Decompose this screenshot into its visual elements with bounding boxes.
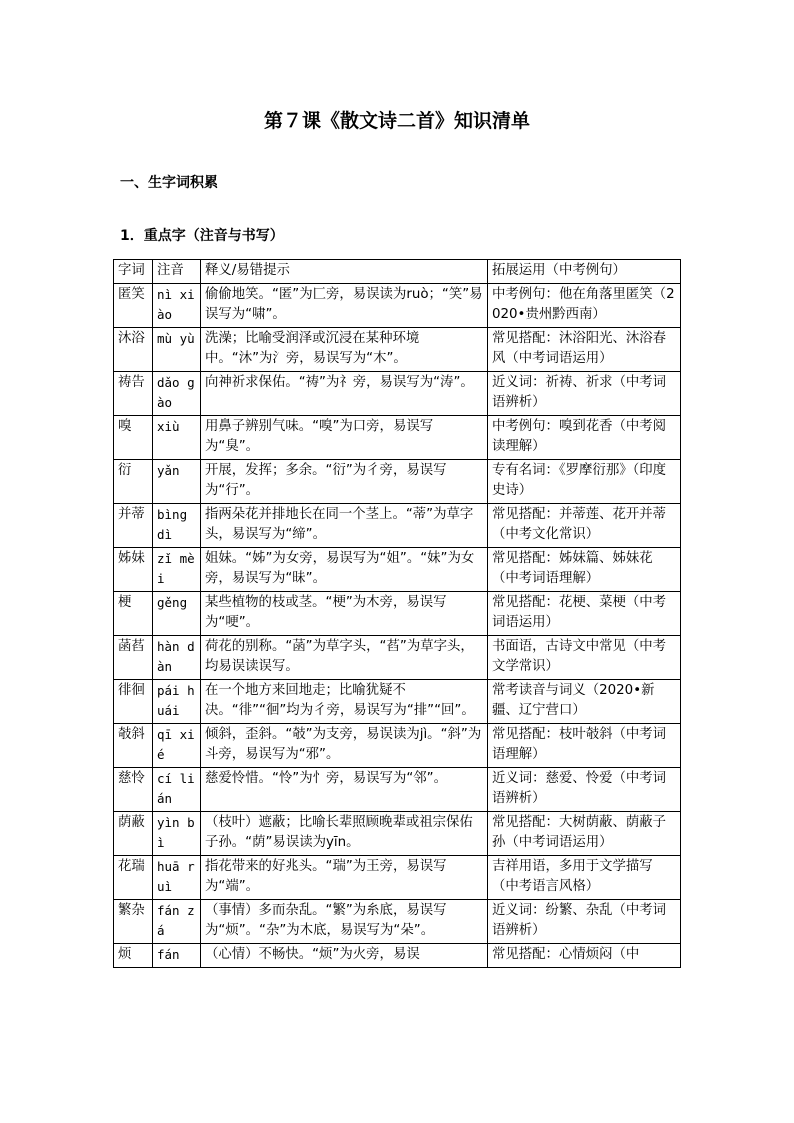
cell-explanation: （事情）多而杂乱。“繁”为糸底，易误写为“烦”。“杂”为木底，易误写为“朵”。 — [201, 900, 488, 944]
cell-pinyin: hàn dàn — [153, 636, 201, 680]
cell-extension: 常考读音与词义（2020•新疆、辽宁营口） — [488, 680, 681, 724]
cell-word: 祷告 — [114, 372, 153, 416]
table-row — [114, 680, 681, 724]
cell-explanation: 在一个地方来回地走；比喻犹疑不决。“徘”“徊”均为彳旁，易误写为“排”“回”。 — [201, 680, 488, 724]
cell-explanation: （心情）不畅快。“烦”为火旁，易误 — [201, 944, 488, 968]
cell-pinyin: yìn bì — [153, 812, 201, 856]
cell-extension: 常见搭配：大树荫蔽、荫蔽子孙（中考词语运用） — [488, 812, 681, 856]
cell-explanation: 向神祈求保佑。“祷”为礻旁，易误写为“涛”。 — [201, 372, 488, 416]
cell-word: 沐浴 — [114, 328, 153, 372]
cell-explanation: 偷偷地笑。“匿”为匚旁，易误读为ruò；“笑”易误写为“啸”。 — [201, 284, 488, 328]
cell-extension: 中考例句：他在角落里匿笑（2020•贵州黔西南） — [488, 284, 681, 328]
cell-pinyin: gěng — [153, 592, 201, 636]
table-header-row — [114, 260, 681, 284]
cell-word: 攲斜 — [114, 724, 153, 768]
header-word: 字词 — [114, 260, 153, 284]
table-row — [114, 768, 681, 812]
cell-word: 嗅 — [114, 416, 153, 460]
cell-word: 匿笑 — [114, 284, 153, 328]
cell-explanation: 荷花的别称。“菡”为草字头，“萏”为草字头，均易误读误写。 — [201, 636, 488, 680]
cell-word: 衍 — [114, 460, 153, 504]
cell-extension: 常见搭配：花梗、菜梗（中考词语运用） — [488, 592, 681, 636]
cell-explanation: 姐妹。“姊”为女旁，易误写为“姐”。“妹”为女旁，易误写为“昧”。 — [201, 548, 488, 592]
table-row — [114, 504, 681, 548]
vocabulary-table — [113, 259, 681, 968]
cell-pinyin: dǎo gào — [153, 372, 201, 416]
table-row — [114, 856, 681, 900]
cell-pinyin: zǐ mèi — [153, 548, 201, 592]
table-row — [114, 460, 681, 504]
cell-pinyin: xiù — [153, 416, 201, 460]
cell-extension: 近义词：纷繁、杂乱（中考词语辨析） — [488, 900, 681, 944]
cell-explanation: 指花带来的好兆头。“瑞”为王旁，易误写为“端”。 — [201, 856, 488, 900]
cell-extension: 常见搭配：枝叶攲斜（中考词语理解） — [488, 724, 681, 768]
cell-extension: 常见搭配：并蒂莲、花开并蒂（中考文化常识） — [488, 504, 681, 548]
cell-word: 荫蔽 — [114, 812, 153, 856]
cell-pinyin: cí lián — [153, 768, 201, 812]
cell-explanation: （枝叶）遮蔽；比喻长辈照顾晚辈或祖宗保佑子孙。“荫”易误读为yīn。 — [201, 812, 488, 856]
cell-word: 花瑞 — [114, 856, 153, 900]
cell-pinyin: yǎn — [153, 460, 201, 504]
cell-pinyin: pái huái — [153, 680, 201, 724]
cell-pinyin: nì xiào — [153, 284, 201, 328]
cell-explanation: 倾斜，歪斜。“攲”为支旁，易误读为jì。“斜”为斗旁，易误写为“邪”。 — [201, 724, 488, 768]
cell-explanation: 洗澡；比喻受润泽或沉浸在某种环境中。“沐”为氵旁，易误写为“木”。 — [201, 328, 488, 372]
cell-word: 烦 — [114, 944, 153, 968]
table-row — [114, 944, 681, 968]
table-row — [114, 372, 681, 416]
cell-extension: 近义词：慈爱、怜爱（中考词语辨析） — [488, 768, 681, 812]
table-row — [114, 900, 681, 944]
cell-explanation: 用鼻子辨别气味。“嗅”为口旁，易误写为“臭”。 — [201, 416, 488, 460]
cell-pinyin: fán — [153, 944, 201, 968]
cell-word: 姊妹 — [114, 548, 153, 592]
cell-word: 并蒂 — [114, 504, 153, 548]
header-explanation: 释义/易错提示 — [201, 260, 488, 284]
cell-explanation: 某些植物的枝或茎。“梗”为木旁，易误写为“哽”。 — [201, 592, 488, 636]
cell-extension: 吉祥用语，多用于文学描写（中考语言风格） — [488, 856, 681, 900]
cell-explanation: 慈爱怜惜。“怜”为忄旁，易误写为“邻”。 — [201, 768, 488, 812]
cell-pinyin: huā ruì — [153, 856, 201, 900]
cell-pinyin: qī xié — [153, 724, 201, 768]
table-row — [114, 724, 681, 768]
cell-extension: 中考例句：嗅到花香（中考阅读理解） — [488, 416, 681, 460]
cell-word: 徘徊 — [114, 680, 153, 724]
table-row — [114, 548, 681, 592]
table-row — [114, 328, 681, 372]
cell-word: 菡萏 — [114, 636, 153, 680]
cell-word: 慈怜 — [114, 768, 153, 812]
cell-explanation: 指两朵花并排地长在同一个茎上。“蒂”为草字头，易误写为“缔”。 — [201, 504, 488, 548]
table-row — [114, 284, 681, 328]
cell-word: 梗 — [114, 592, 153, 636]
table-row — [114, 636, 681, 680]
cell-pinyin: bìng dì — [153, 504, 201, 548]
cell-extension: 常见搭配：沐浴阳光、沐浴春风（中考词语运用） — [488, 328, 681, 372]
cell-pinyin: mù yù — [153, 328, 201, 372]
cell-extension: 常见搭配：姊妹篇、姊妹花（中考词语理解） — [488, 548, 681, 592]
table-row — [114, 592, 681, 636]
table-row — [114, 416, 681, 460]
header-pinyin: 注音 — [153, 260, 201, 284]
header-extension: 拓展运用（中考例句） — [488, 260, 681, 284]
subsection-heading: 1．重点字（注音与书写） — [120, 228, 284, 244]
table-row — [114, 812, 681, 856]
section-heading: 一、生字词积累 — [120, 175, 218, 191]
cell-extension: 常见搭配：心情烦闷（中 — [488, 944, 681, 968]
cell-pinyin: fán zá — [153, 900, 201, 944]
cell-extension: 专有名词：《罗摩衍那》（印度史诗） — [488, 460, 681, 504]
cell-word: 繁杂 — [114, 900, 153, 944]
table-body — [114, 284, 681, 968]
cell-extension: 书面语，古诗文中常见（中考文学常识） — [488, 636, 681, 680]
document-title: 第７课《散文诗二首》知识清单 — [263, 110, 530, 132]
cell-explanation: 开展，发挥；多余。“衍”为彳旁，易误写为“行”。 — [201, 460, 488, 504]
cell-extension: 近义词：祈祷、祈求（中考词语辨析） — [488, 372, 681, 416]
